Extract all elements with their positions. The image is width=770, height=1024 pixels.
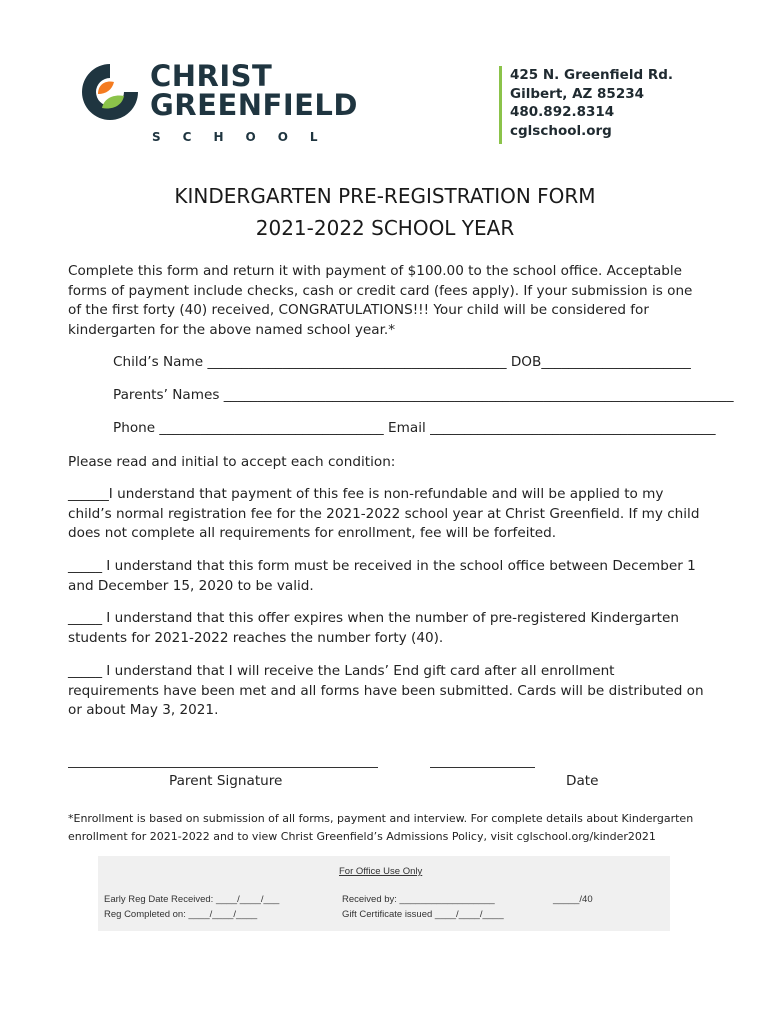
parent-signature-label: Parent Signature <box>169 773 283 789</box>
school-logo-icon <box>78 60 142 124</box>
logo-line-school: SCHOOL <box>152 130 340 144</box>
address-website: cglschool.org <box>510 122 612 139</box>
date-label: Date <box>566 773 599 789</box>
parents-names-field[interactable]: Parents’ Names ___________________________________________________________________________ <box>113 387 734 403</box>
school-address-block <box>499 66 673 144</box>
parent-signature-line[interactable] <box>68 767 378 768</box>
form-title-line1: KINDERGARTEN PRE-REGISTRATION FORM <box>174 184 596 208</box>
gift-certificate-field: Gift Certificate issued ____/____/____ <box>342 909 504 920</box>
phone-email-field[interactable]: Phone _________________________________ Email __________________________________________ <box>113 420 716 436</box>
form-title <box>0 180 770 244</box>
address-street: 425 N. Greenfield Rd. <box>510 67 674 83</box>
condition-item[interactable]: ______I understand that payment of this fee is non-refundable and will be applied to my child’s normal registration fee for the 2021-2022 school year at Christ Greenfield. If my child does not complete all requirements for enrollment, fee will be forfeited. <box>68 486 700 541</box>
school-logo-wordmark <box>150 59 358 144</box>
address-phone: 480.892.8314 <box>510 104 615 120</box>
logo-line-christ: CHRIST <box>150 59 273 93</box>
conditions-intro: Please read and initial to accept each condition: <box>68 454 396 470</box>
reg-completed-field: Reg Completed on: ____/____/____ <box>104 909 258 920</box>
early-reg-date-field: Early Reg Date Received: ____/____/___ <box>104 894 280 905</box>
form-title-line2: 2021-2022 SCHOOL YEAR <box>255 216 515 240</box>
condition-item[interactable]: _____ I understand that this form must be received in the school office between December 1 and December 15, 2020 to be valid. <box>68 558 696 594</box>
office-use-title: For Office Use Only <box>339 866 423 877</box>
enrollment-footnote: *Enrollment is based on submission of all forms, payment and interview. For complete details about Kindergarten enrollment for 2021-2022 and to view Christ Greenfield’s Admissions Policy, visit cglschool.org/kinder2021 <box>68 812 694 843</box>
intro-paragraph: Complete this form and return it with payment of $100.00 to the school office. Acceptable forms of payment include checks, cash or credit card (fees apply). If your submission is one of the first forty (40) received, CONGRATULATIONS!!! Your child will be considered for kindergarten for the above named school year.* <box>68 263 693 338</box>
school-logo <box>78 58 378 148</box>
office-use-box <box>98 856 670 931</box>
child-name-dob-field[interactable]: Child’s Name ____________________________________________ DOB______________________ <box>113 354 691 370</box>
address-city: Gilbert, AZ 85234 <box>510 85 644 102</box>
logo-line-greenfield: GREENFIELD <box>150 88 358 122</box>
registration-count-field: _____/40 <box>553 894 593 905</box>
condition-item[interactable]: _____ I understand that this offer expires when the number of pre-registered Kindergarten students for 2021-2022 reaches the number forty (40). <box>68 610 679 646</box>
received-by-field: Received by: __________________ <box>342 894 495 905</box>
condition-item[interactable]: _____ I understand that I will receive the Lands’ End gift card after all enrollment requirements have been met and all forms have been submitted. Cards will be distributed on or about May 3, 2021. <box>68 663 704 718</box>
date-line[interactable] <box>430 767 535 768</box>
